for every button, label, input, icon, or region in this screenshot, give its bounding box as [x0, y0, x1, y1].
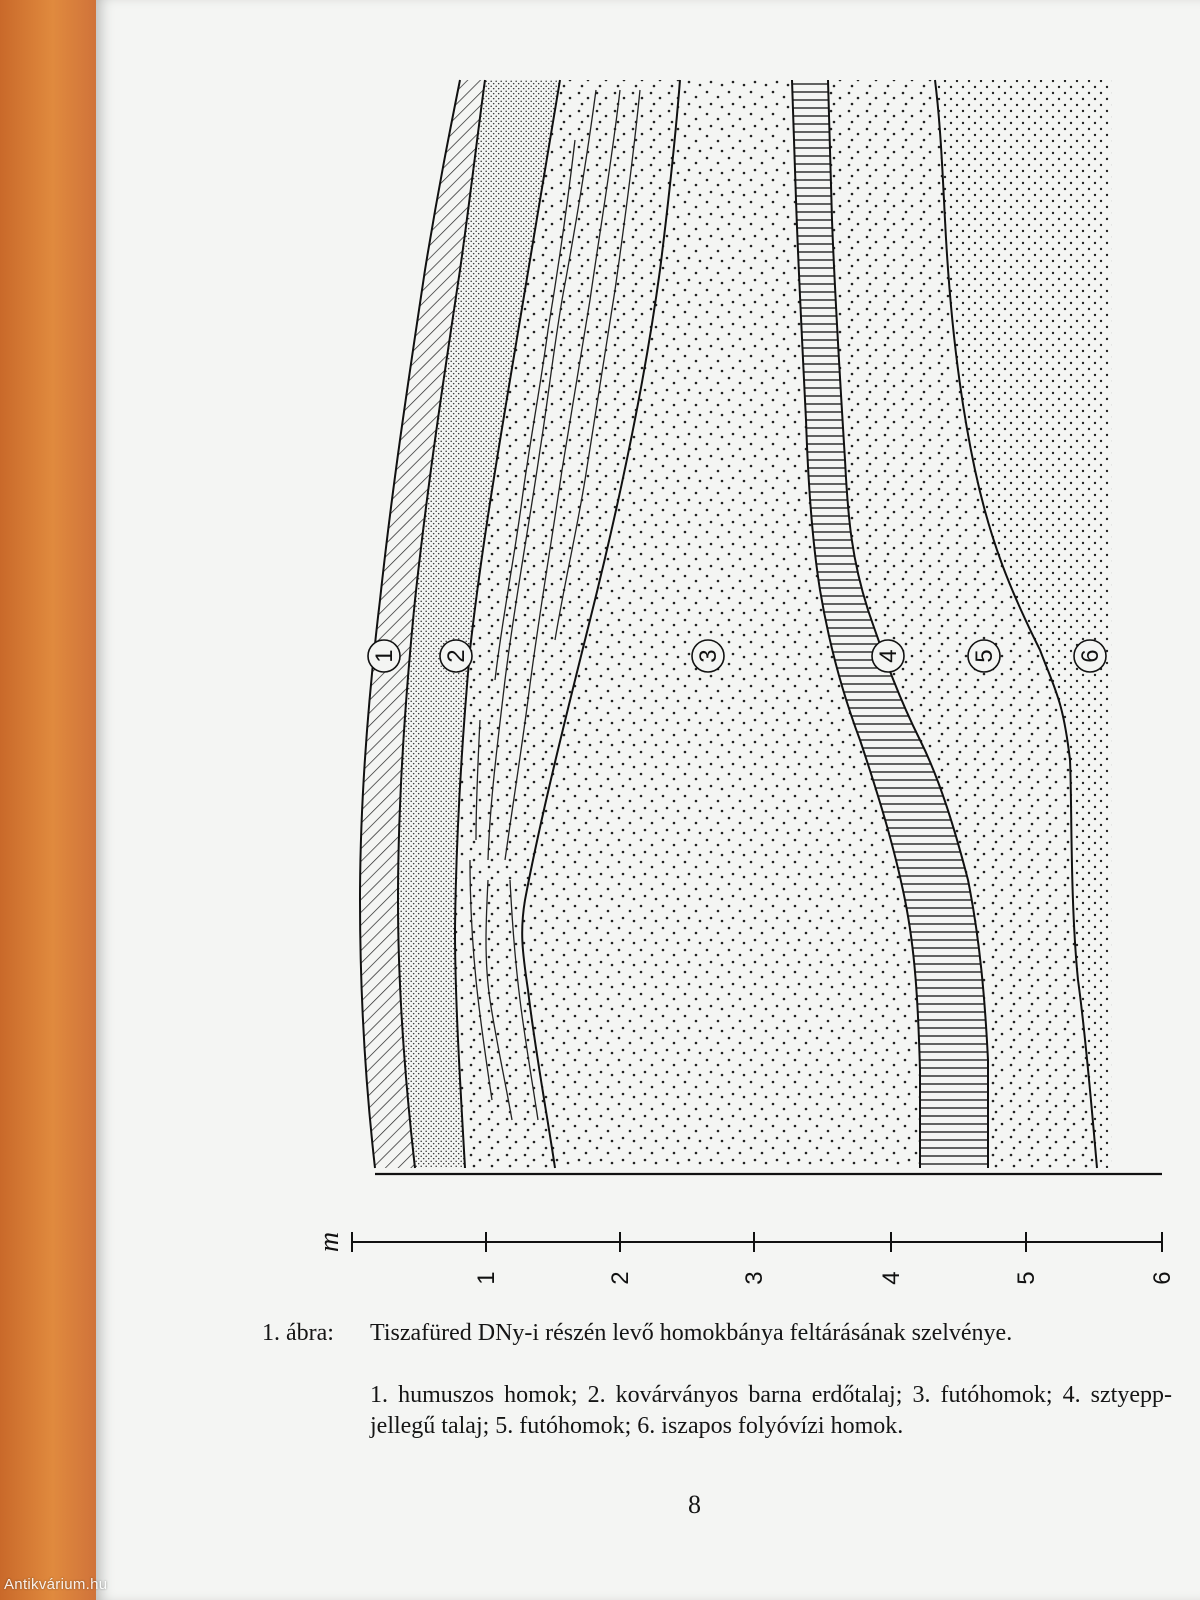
layer-label-5: 5 [971, 649, 998, 663]
scale-tick-label: 5 [1013, 1271, 1040, 1285]
page-number: 8 [688, 1490, 701, 1519]
scale-bar [314, 1232, 1176, 1285]
scale-tick-label: 1 [473, 1271, 500, 1285]
scale-tick-label: 3 [741, 1271, 768, 1285]
layer-label-3: 3 [695, 649, 722, 663]
scale-tick-label: 6 [1149, 1271, 1176, 1285]
layer-label-2: 2 [443, 649, 470, 663]
layer-label-6: 6 [1077, 649, 1104, 663]
caption-legend: 1. humuszos homok; 2. kovárványos barna erdőtalaj; 3. futóhomok; 4. sztyepp-jellegű talaj; 5. futóhomok; 6. iszapos folyóvízi homok. [370, 1382, 1172, 1439]
layer-label-4: 4 [875, 649, 902, 663]
soil-layers [360, 80, 1162, 1174]
caption-title: Tiszafüred DNy-i részén levő homokbánya feltárásának szelvénye. [370, 1320, 1013, 1346]
watermark-text: Antikvárium.hu [4, 1576, 108, 1593]
scale-tick-label: 2 [607, 1271, 634, 1285]
scale-tick-label: 4 [878, 1271, 905, 1285]
scale-unit-label: m [314, 1231, 345, 1253]
figure-caption [262, 1318, 1172, 1442]
caption-figure-number: 1. ábra: [262, 1320, 334, 1346]
layer-label-1: 1 [371, 649, 398, 663]
